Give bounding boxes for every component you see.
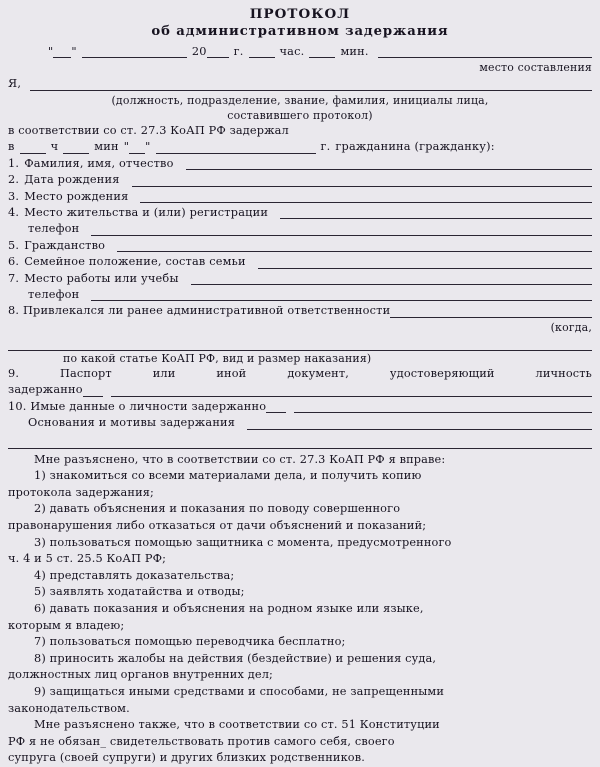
detain-hours-blank[interactable] [20, 140, 46, 154]
rights-item-1 [8, 468, 592, 501]
field-blank-7[interactable] [191, 271, 592, 285]
field-row-9-second [8, 382, 592, 398]
closing-line-3: супруга (своей супруги) и других близких родственников. [8, 751, 366, 765]
item9-second-label: задержанно [8, 383, 83, 397]
page-subtitle: об административном задержания [151, 24, 449, 39]
field-blank-10-grounds[interactable] [247, 416, 592, 430]
item9-word-certifying: удостоверяющий [389, 366, 495, 380]
minutes-blank[interactable] [309, 44, 335, 58]
hours-blank[interactable] [249, 44, 275, 58]
rights-item-2-line-2: правонарушения либо отказаться от дачи объяснений и показаний; [8, 519, 427, 533]
field-row-4 [8, 205, 592, 221]
field-label-4: Место жительства и (или) регистрации [24, 206, 269, 220]
rights-item-3-line-1: 3) пользоваться помощью защитника с момента, предусмотренного [34, 535, 452, 549]
detain-month-blank[interactable] [156, 140, 316, 154]
rights-item-7: 7) пользоваться помощью переводчика бесплатно; [34, 635, 346, 649]
citizen-label: гражданина (гражданку): [335, 140, 495, 154]
field-label-5: Гражданство [24, 238, 106, 252]
field-label-10-grounds: Основания и мотивы задержания [28, 416, 236, 430]
field-num-5: 5. [8, 238, 20, 252]
field-blank-6[interactable] [258, 255, 592, 269]
field-row-10 [8, 399, 592, 415]
field-row-5 [8, 238, 592, 254]
rights-item-2-line-1: 2) давать объяснения и показания по поводу совершенного [34, 502, 401, 516]
field-label-1: Фамилия, имя, отчество [24, 156, 174, 170]
detention-time-row [8, 139, 592, 155]
field-num-4: 4. [8, 206, 20, 220]
field-blank-10-grounds-2[interactable] [8, 448, 592, 449]
year-blank[interactable] [207, 44, 229, 58]
rights-item-1-line-1: 1) знакомиться со всеми материалами дела, и получить копию [34, 469, 422, 483]
field-row-6 [8, 254, 592, 270]
quote-open: " [48, 45, 54, 58]
quote-close: " [71, 45, 77, 58]
day-blank[interactable] [53, 44, 71, 58]
item9-word-document: документ, [287, 366, 349, 380]
field-row-2 [8, 172, 592, 188]
datetime-row [8, 44, 592, 60]
field-num-9: 9. [8, 366, 20, 380]
item10-suffix-blank[interactable] [266, 399, 286, 413]
item9-word-or: или [152, 366, 176, 380]
item8-caption-article: по какой статье КоАП РФ, вид и размер наказания) [63, 351, 372, 365]
author-row [8, 76, 592, 92]
detain-minutes-label: мин [94, 140, 119, 154]
field-blank-10[interactable] [294, 399, 592, 413]
place-blank[interactable] [378, 44, 592, 58]
field-label-6: Семейное положение, состав семьи [24, 255, 246, 269]
field-blank-1[interactable] [186, 156, 592, 170]
detain-quote-open: " [123, 140, 130, 154]
field-label-7: Место работы или учебы [24, 271, 179, 285]
item9-word-identity: личность [535, 366, 592, 380]
author-caption-line1: (должность, подразделение, звание, фамилия, инициалы лица, [111, 93, 489, 107]
detain-hours-label: ч [50, 140, 59, 154]
closing-line-1: Мне разъяснено также, что в соответствии со ст. 51 Конституции [34, 718, 440, 732]
hours-label: час. [279, 45, 305, 58]
field-row-9 [8, 366, 592, 383]
rights-item-3 [8, 535, 592, 568]
detain-city-short: г. [320, 140, 331, 154]
closing-paragraph [8, 717, 592, 767]
rights-item-6-line-1: 6) давать показания и объяснения на родном языке или языке, [34, 602, 424, 616]
rights-intro: Мне разъяснено, что в соответствии со ст. 27.3 КоАП РФ я вправе: [34, 452, 446, 466]
author-caption-line2: составившего протокол) [227, 108, 373, 122]
rights-item-6 [8, 601, 592, 634]
field-num-3: 3. [8, 189, 20, 203]
rights-item-3-line-2: ч. 4 и 5 ст. 25.5 КоАП РФ; [8, 552, 167, 566]
field-blank-8[interactable] [390, 304, 592, 318]
field-row-8 [8, 303, 592, 319]
rights-item-9-line-1: 9) защищаться иными средствами и способами, не запрещенными [34, 685, 445, 698]
field-label-3: Место рождения [24, 189, 129, 203]
place-caption: место составления [479, 61, 592, 75]
legal-basis-line: в соответствии со ст. 27.3 КоАП РФ задержал [8, 123, 289, 137]
field-row-7-phone [8, 287, 592, 303]
field-blank-3[interactable] [140, 189, 592, 203]
rights-list [8, 468, 592, 717]
rights-item-8 [8, 651, 592, 684]
rights-item-8-line-2: должностных лиц органов внутренних дел; [8, 668, 273, 682]
field-row-3 [8, 189, 592, 205]
rights-item-2 [8, 501, 592, 534]
field-num-2: 2. [8, 173, 20, 187]
field-blank-9[interactable] [111, 383, 592, 397]
detain-prefix: в [8, 140, 15, 154]
detain-minutes-blank[interactable] [63, 140, 89, 154]
field-label-4-phone: телефон [28, 222, 80, 236]
month-blank[interactable] [82, 44, 187, 58]
field-label-10: 10. Имые данные о личности задержанно [8, 399, 267, 413]
item9-word-other: иной [216, 366, 247, 380]
rights-item-9 [8, 684, 592, 717]
field-row-10-grounds [8, 415, 592, 431]
rights-item-1-line-2: протокола задержания; [8, 485, 155, 499]
rights-item-9-line-2: законодательством. [8, 701, 130, 715]
rights-item-8-line-1: 8) приносить жалобы на действия (бездействие) и решения суда, [34, 651, 437, 665]
detain-quote-close: " [145, 140, 151, 154]
field-num-6: 6. [8, 255, 20, 269]
rights-item-4: 4) представлять доказательства; [34, 568, 235, 582]
author-blank[interactable] [30, 77, 592, 91]
field-num-7: 7. [8, 271, 20, 285]
field-row-7 [8, 271, 592, 287]
minutes-label: мин. [340, 45, 369, 58]
rights-item-6-line-2: которым я владею; [8, 618, 125, 632]
page-title: ПРОТОКОЛ [249, 6, 351, 22]
detain-day-blank[interactable] [129, 140, 145, 154]
item9-word-passport: Паспорт [60, 366, 112, 380]
field-row-1 [8, 156, 592, 172]
closing-line-2: РФ я не обязан_ свидетельствовать против самого себя, своего [8, 734, 395, 748]
year-prefix: 20 [191, 45, 207, 58]
item8-caption-when: (когда, [550, 320, 592, 334]
field-blank-7-phone[interactable] [91, 287, 592, 301]
field-row-4-phone [8, 221, 592, 237]
field-blank-2[interactable] [132, 173, 592, 187]
field-num-1: 1. [8, 156, 20, 170]
author-label: Я, [8, 77, 22, 91]
field-label-8: 8. Привлекался ли ранее административной ответственности [8, 304, 391, 318]
field-blank-5[interactable] [117, 238, 592, 252]
rights-item-5: 5) заявлять ходатайства и отводы; [34, 585, 245, 599]
field-label-7-phone: телефон [28, 288, 80, 302]
numbered-fields [8, 156, 592, 304]
field-label-2: Дата рождения [24, 173, 120, 187]
item9-suffix-blank[interactable] [83, 383, 103, 397]
year-suffix: г. [233, 45, 244, 58]
field-blank-4-phone[interactable] [91, 222, 592, 236]
field-blank-4[interactable] [280, 205, 592, 219]
